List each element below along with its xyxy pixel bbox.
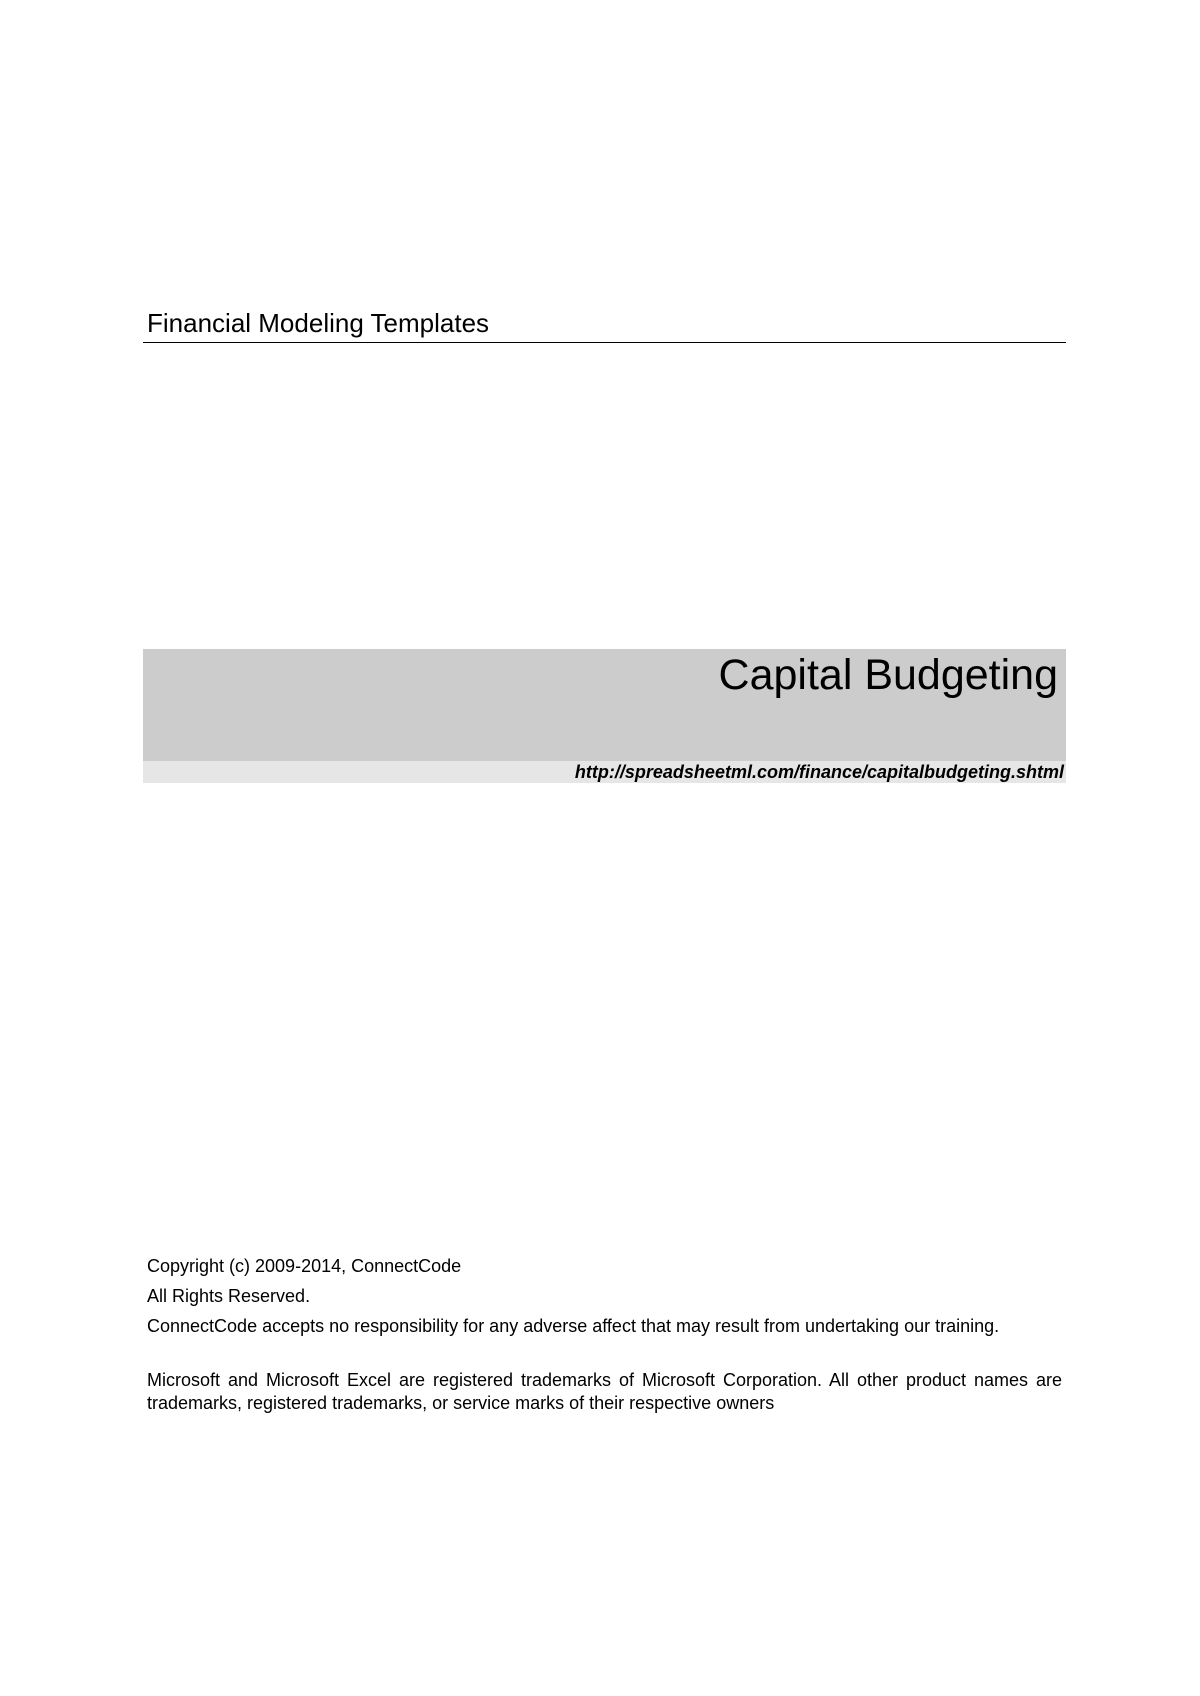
series-title: Financial Modeling Templates [147,308,490,338]
url-band [143,761,1066,783]
copyright-text: Copyright (c) 2009-2014, ConnectCode [147,1256,462,1276]
trademark-text: Microsoft and Microsoft Excel are registered trademarks of Microsoft Corporation. All other product names are trademarks, registered trademarks, or service marks of their respective owners [147,1370,1062,1413]
rights-text: All Rights Reserved. [147,1286,311,1306]
header-divider [143,342,1066,343]
title-band [143,649,1066,761]
disclaimer-text: ConnectCode accepts no responsibility for any adverse affect that may result from undertaking our training. [147,1316,1000,1336]
legal-footer [147,1255,1062,1422]
document-title: Capital Budgeting [718,651,1058,699]
document-url-link[interactable]: http://spreadsheetml.com/finance/capitalbudgeting.shtml [574,762,1064,782]
